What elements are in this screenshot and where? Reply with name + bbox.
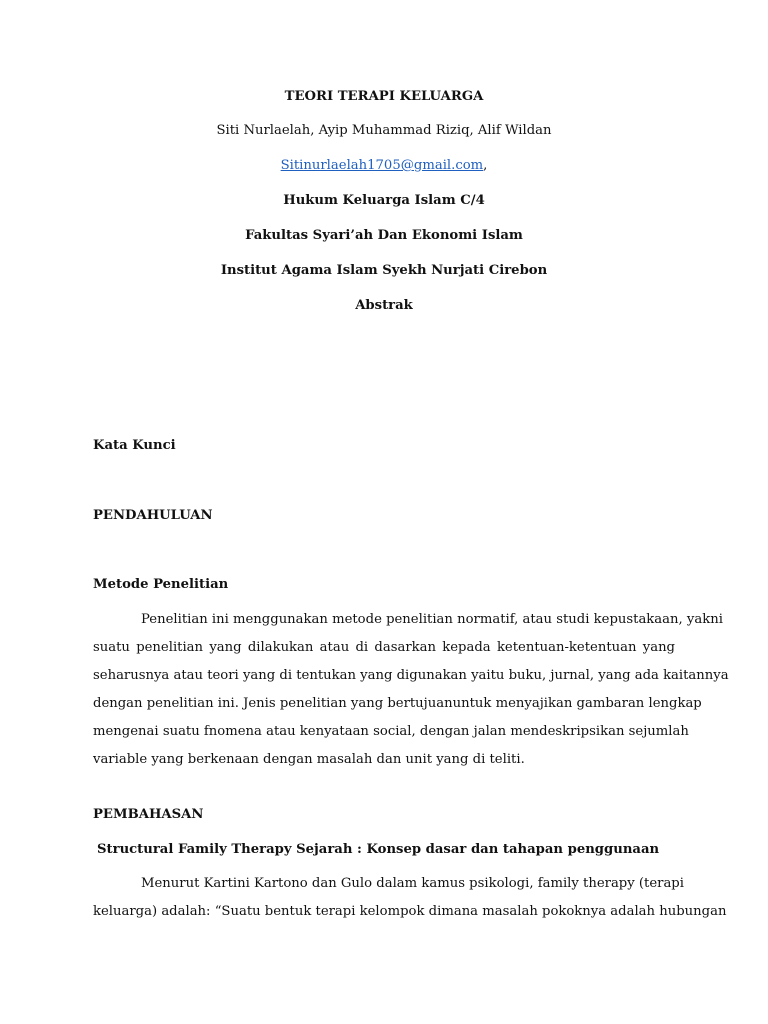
structural-therapy-subheading: Structural Family Therapy Sejarah : Konsep dasar dan tahapan penggunaan: [97, 842, 660, 857]
course-name: Hukum Keluarga Islam C/4: [283, 193, 485, 208]
abstract-heading: Abstrak: [355, 298, 413, 313]
paragraph-line: Menurut Kartini Kartono dan Gulo dalam kamus psikologi, family therapy (terapi: [141, 876, 684, 891]
paragraph-line: suatu penelitian yang dilakukan atau di dasarkan kepada ketentuan-ketentuan yang: [93, 640, 675, 655]
institute-name: Institut Agama Islam Syekh Nurjati Cirebon: [220, 263, 548, 278]
paragraph-line: seharusnya atau teori yang di tentukan yang digunakan yaitu buku, jurnal, yang ada kaitannya: [93, 668, 729, 683]
paragraph-line: keluarga) adalah: “Suatu bentuk terapi kelompok dimana masalah pokoknya adalah hubungan: [93, 904, 727, 919]
discussion-paragraph: [93, 870, 727, 926]
author-email-link[interactable]: Sitinurlaelah1705@gmail.com: [280, 158, 484, 173]
faculty-name: Fakultas Syari’ah Dan Ekonomi Islam: [245, 228, 523, 243]
method-paragraph: [93, 606, 729, 774]
document-title: TEORI TERAPI KELUARGA: [284, 89, 484, 104]
paragraph-line: dengan penelitian ini. Jenis penelitian yang bertujuanuntuk menyajikan gambaran lengkap: [93, 696, 702, 711]
paragraph-line: variable yang berkenaan dengan masalah dan unit yang di teliti.: [93, 752, 525, 767]
keywords-heading: Kata Kunci: [93, 438, 176, 453]
email-suffix: ,: [483, 158, 488, 173]
introduction-heading: PENDAHULUAN: [93, 508, 213, 523]
discussion-heading: PEMBAHASAN: [93, 807, 204, 822]
paragraph-line: mengenai suatu fnomena atau kenyataan social, dengan jalan mendeskripsikan sejumlah: [93, 724, 689, 739]
method-heading: Metode Penelitian: [93, 577, 229, 592]
author-list: Siti Nurlaelah, Ayip Muhammad Riziq, Alif Wildan: [216, 123, 552, 138]
paragraph-line: Penelitian ini menggunakan metode penelitian normatif, atau studi kepustakaan, yakni: [141, 612, 723, 627]
author-email-line: [0, 157, 768, 175]
